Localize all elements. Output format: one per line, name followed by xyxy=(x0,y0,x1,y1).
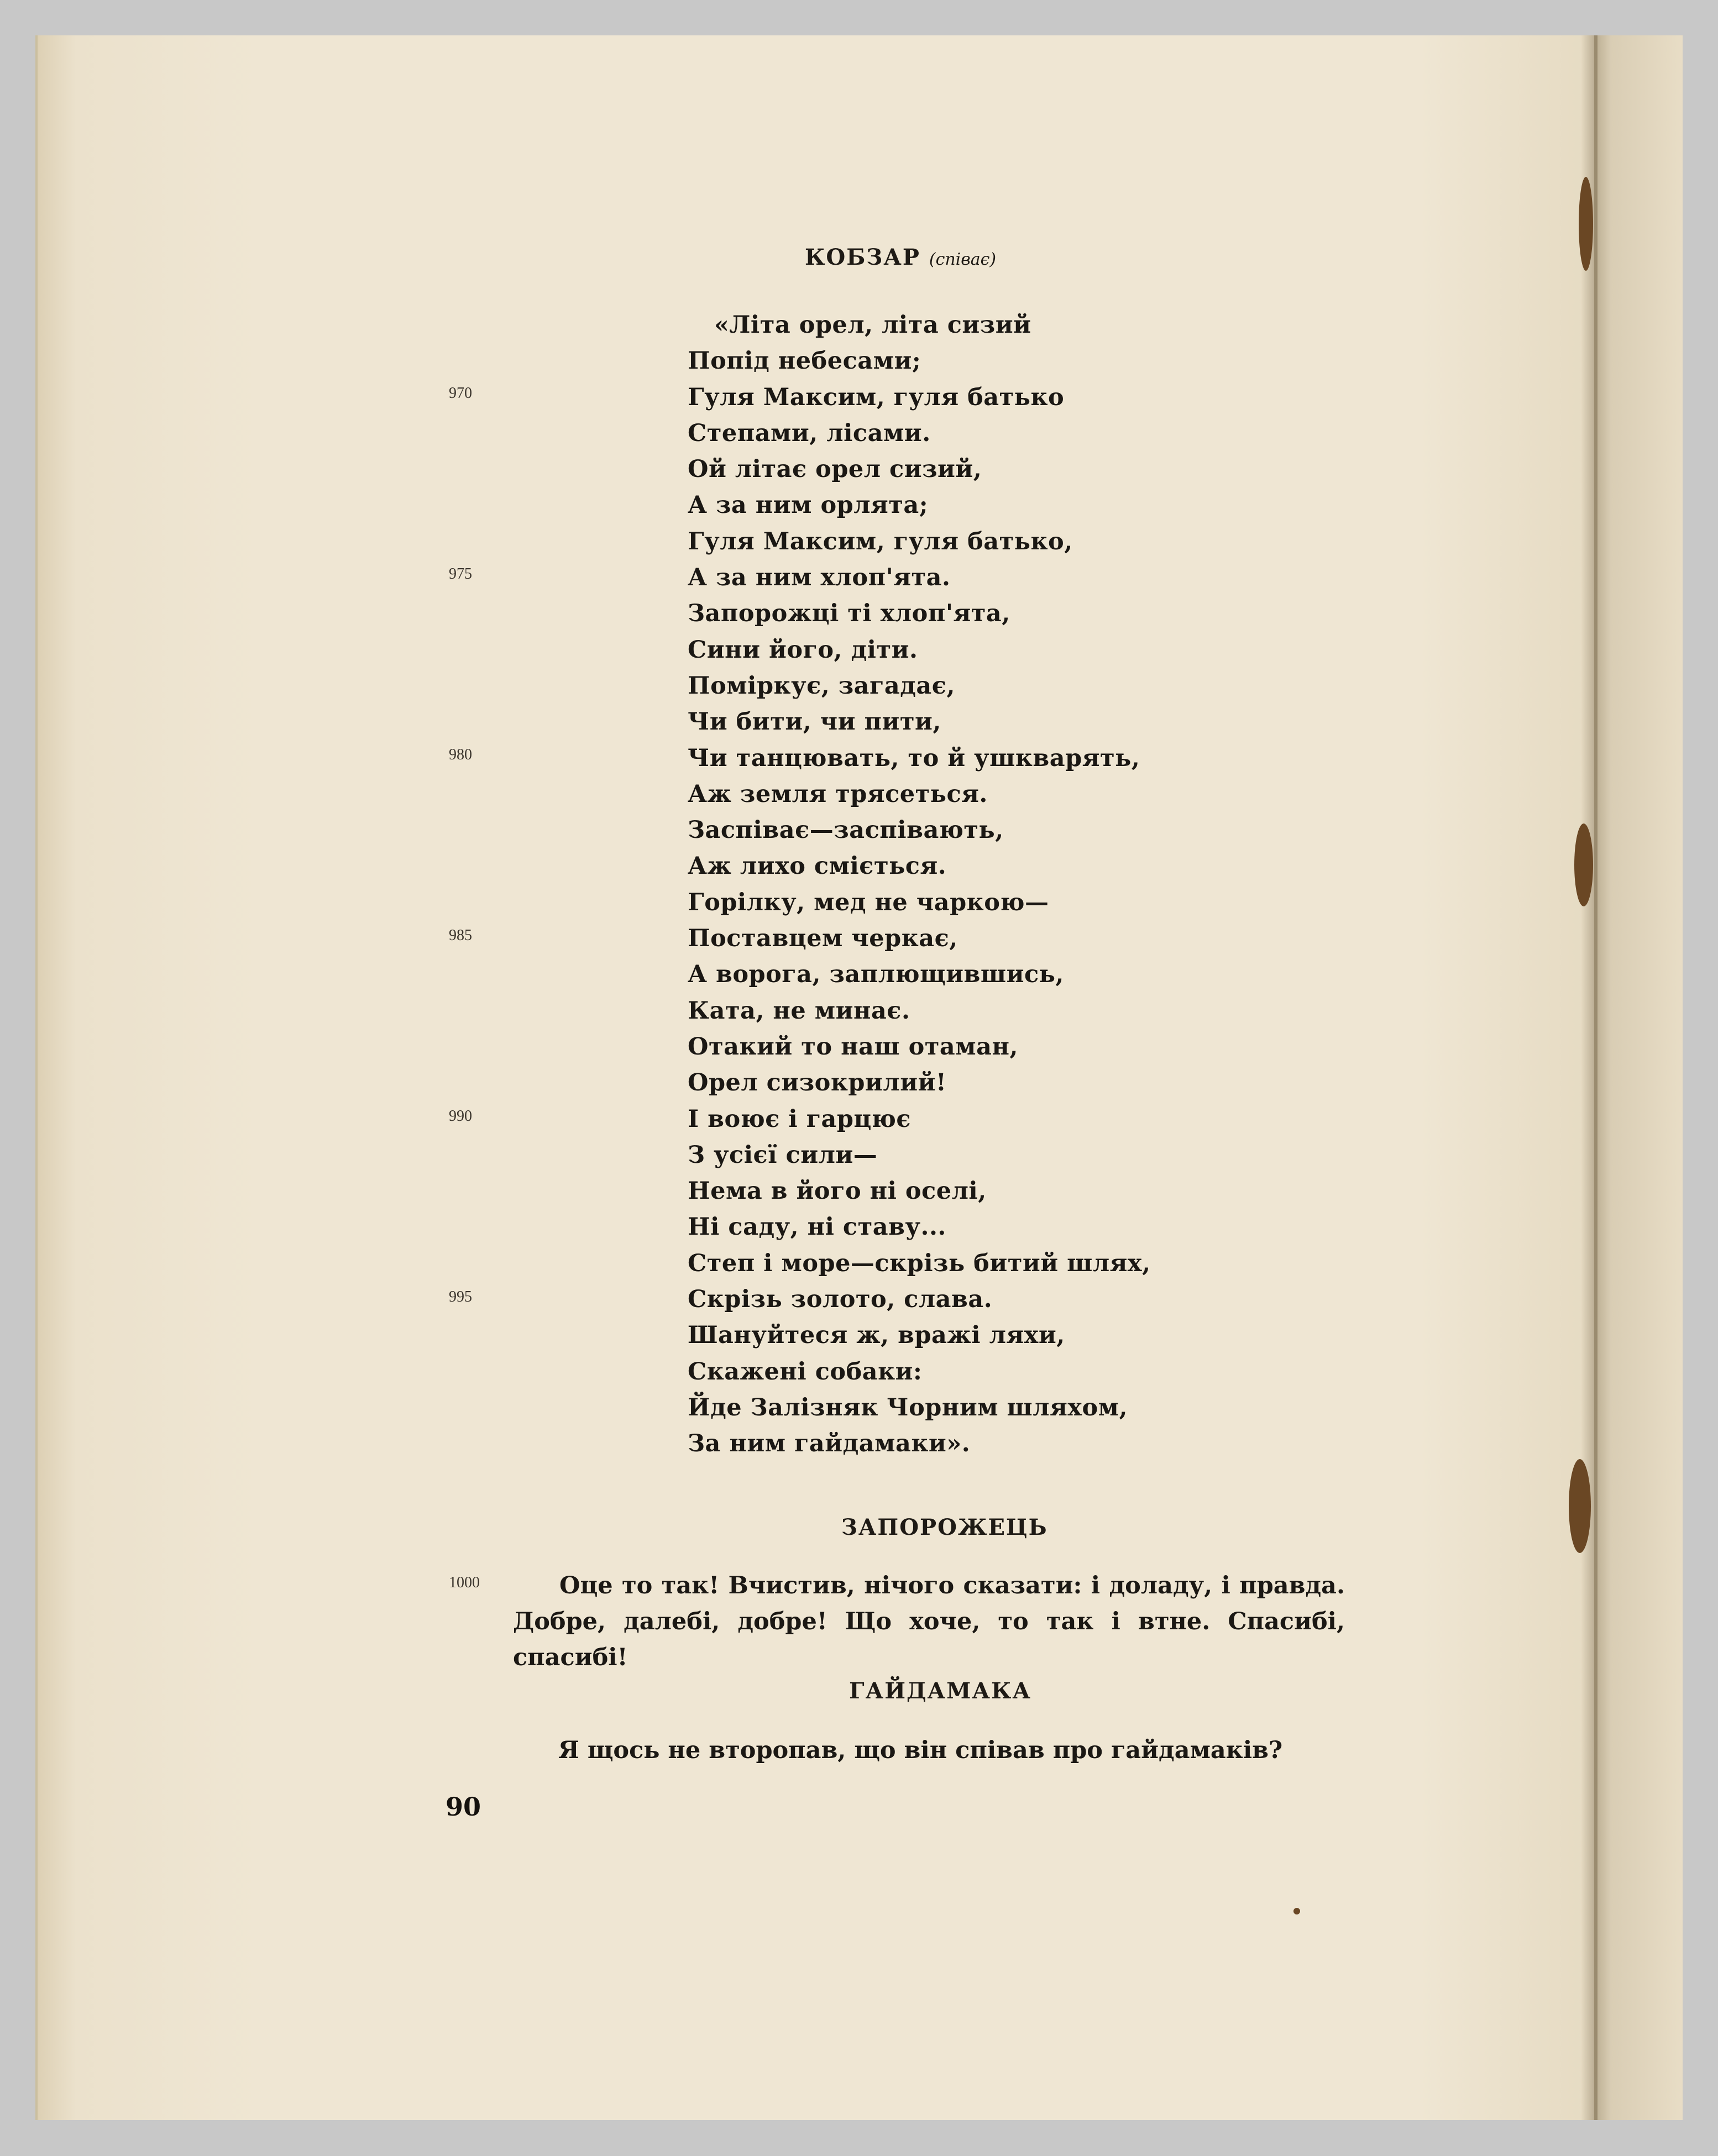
verse-line: Заспіває—заспівають, xyxy=(688,816,1004,844)
verse-line: Аж лихо сміється. xyxy=(688,852,947,880)
page-number: 90 xyxy=(446,1792,481,1822)
line-number: 970 xyxy=(449,385,472,402)
verse-line: І воює і гарцює xyxy=(688,1105,912,1133)
verse-line: Гуля Максим, гуля батько, xyxy=(688,527,1073,555)
verse-line: Степ і море—скрізь битий шлях, xyxy=(688,1249,1151,1277)
verse-line: Поставцем черкає, xyxy=(688,925,958,953)
verse-line: Попід небесами; xyxy=(688,347,921,375)
verse-line: Сини його, діти. xyxy=(688,636,918,664)
verse-line: Ні саду, ні ставу... xyxy=(688,1213,946,1241)
verse-line: А ворога, заплющившись, xyxy=(688,961,1064,989)
page-gutter-shadow xyxy=(1581,35,1597,2120)
verse-line: Нема в його ні оселі, xyxy=(688,1177,987,1205)
verse-line: Шануйтеся ж, вражі ляхи, xyxy=(688,1321,1065,1350)
verse-line: Поміркує, загадає, xyxy=(688,672,955,700)
verse-line: Горілку, мед не чаркою— xyxy=(688,888,1049,916)
line-number: 975 xyxy=(449,565,472,583)
verse-line: Скрізь золото, слава. xyxy=(688,1286,993,1314)
stain-mark xyxy=(1569,1459,1591,1553)
speaker-name: ЗАПОРОЖЕЦЬ xyxy=(841,1514,1048,1540)
verse-block xyxy=(688,307,1151,1462)
verse-line: З усієї сили— xyxy=(688,1141,878,1169)
facing-page-edge xyxy=(1594,35,1683,2120)
verse-line: Чи бити, чи пити, xyxy=(688,708,941,736)
speech-zaporozhets: Оце то так! Вчистив, нічого сказати: і доладу, і правда. Добре, далебі, добре! Що хоче, то так і втне. Спасибі, спасибі! xyxy=(513,1572,1345,1671)
verse-line: А за ним хлоп'ята. xyxy=(688,564,951,592)
line-number: 995 xyxy=(449,1288,472,1305)
verse-line: А за ним орлята; xyxy=(688,491,929,520)
speaker-name: ГАЙДАМАКА xyxy=(849,1678,1031,1704)
verse-line: За ним гайдамаки». xyxy=(688,1430,971,1458)
verse-line: Ой літає орел сизий, xyxy=(688,455,982,484)
verse-line: Запорожці ті хлоп'ята, xyxy=(688,600,1010,628)
verse-line: Орел сизокрилий! xyxy=(688,1069,947,1097)
line-number: 985 xyxy=(449,927,472,944)
line-number: 1000 xyxy=(449,1574,480,1591)
stain-mark xyxy=(1293,1908,1300,1914)
verse-line: Ката, не минає. xyxy=(688,996,910,1025)
line-number: 980 xyxy=(449,746,472,763)
stage-direction: (співає) xyxy=(929,250,997,269)
line-number: 990 xyxy=(449,1108,472,1125)
verse-line: Чи танцювать, то й ушкварять, xyxy=(688,744,1140,772)
verse-line: Скажені собаки: xyxy=(688,1357,923,1386)
stain-mark xyxy=(1579,177,1593,271)
verse-line: Степами, лісами. xyxy=(688,419,931,447)
verse-line: Гуля Максим, гуля батько xyxy=(688,383,1065,411)
speech-haidamaka: Я щось не второпав, що він співав про гайдамаків? xyxy=(558,1737,1283,1764)
verse-line: «Літа орел, літа сизий xyxy=(714,311,1031,339)
speaker-name: КОБЗАР xyxy=(805,244,920,270)
stain-mark xyxy=(1574,823,1593,906)
verse-line: Йде Залізняк Чорним шляхом, xyxy=(688,1393,1128,1421)
verse-line: Отакий то наш отаман, xyxy=(688,1032,1018,1061)
verse-line: Аж земля трясеться. xyxy=(688,780,988,808)
